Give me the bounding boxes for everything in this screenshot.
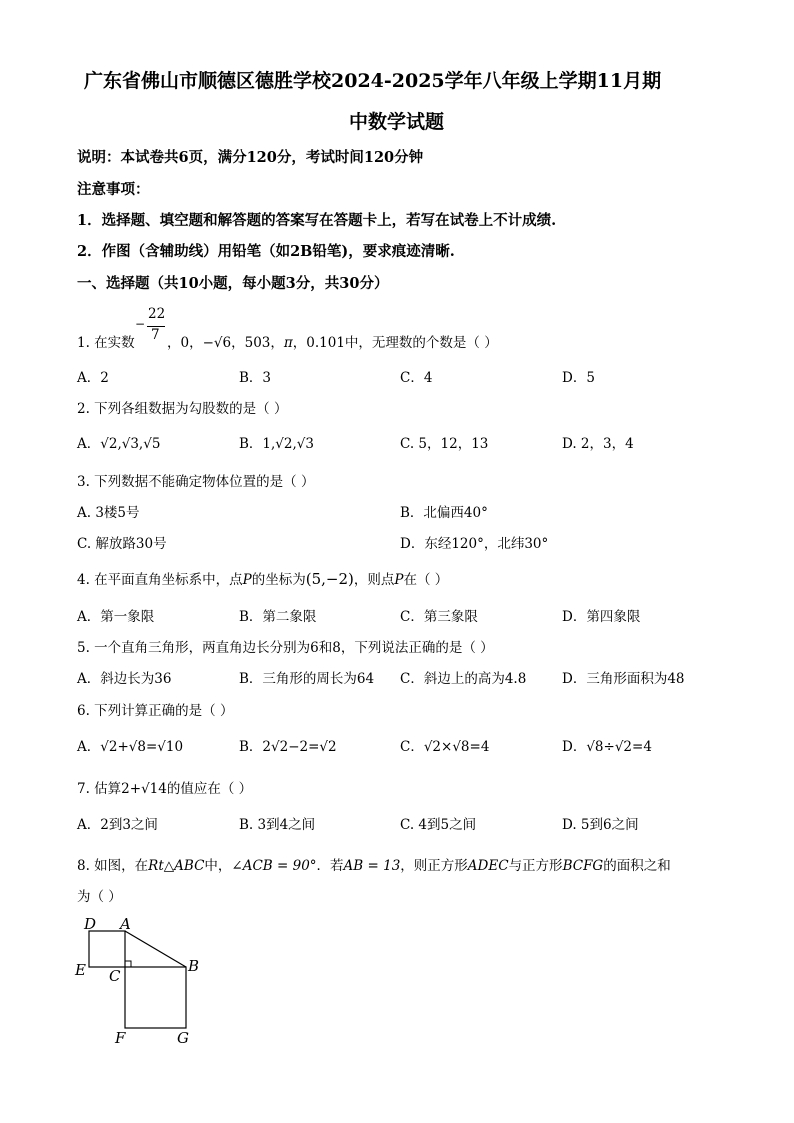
q4-option-c: C．第三象限 xyxy=(400,609,478,625)
notes-heading: 注意事项： xyxy=(77,181,150,198)
q8-angle: ∠ACB = 90° xyxy=(231,858,317,874)
q1-list-a: ，0， xyxy=(167,335,203,351)
q2-option-c: C. 5，12，13 xyxy=(400,436,489,452)
q3-option-b: B．北偏西40° xyxy=(400,505,488,521)
q3-option-d: D．东经120°，北纬30° xyxy=(400,536,549,552)
label-d: D xyxy=(84,915,97,933)
q3-option-c: C. 解放路30号 xyxy=(77,536,167,552)
q5-option-c: C．斜边上的高为4.8 xyxy=(400,671,527,687)
q1-list-b: ，503， xyxy=(231,335,284,351)
label-f: F xyxy=(115,1029,126,1047)
q7-option-b: B. 3到4之间 xyxy=(239,817,316,833)
question-8-stem xyxy=(77,854,671,874)
q7-stem-a: 7. 估算 xyxy=(77,781,122,797)
hypotenuse-ab xyxy=(125,931,186,967)
q8-stem-b: 中， xyxy=(204,858,232,874)
q8-figure xyxy=(70,912,210,1052)
q4-option-d: D．第四象限 xyxy=(562,609,641,625)
q5-option-a: A．斜边长为36 xyxy=(77,671,172,687)
exam-description: 说明：本试卷共6页，满分120分，考试时间120分钟 xyxy=(77,149,424,166)
q1-option-d: D．5 xyxy=(562,370,595,386)
q4-option-b: B．第二象限 xyxy=(239,609,317,625)
q8-ab-length: AB = 13 xyxy=(343,858,401,874)
q1-option-a: A．2 xyxy=(77,370,109,386)
note-1: 1．选择题、填空题和解答题的答案写在答题卡上，若写在试卷上不计成绩. xyxy=(77,212,557,229)
question-4-stem xyxy=(77,568,448,588)
right-angle-mark xyxy=(125,961,131,967)
square-adec xyxy=(89,931,125,967)
q8-stem-line2: 为（ ） xyxy=(77,889,122,905)
q8-square-1: ADEC xyxy=(467,858,509,874)
question-5-stem: 5. 一个直角三角形，两直角边长分别为6和8，下列说法正确的是（ ） xyxy=(77,640,494,656)
label-g: G xyxy=(177,1029,189,1047)
square-bcfg xyxy=(125,967,186,1028)
page-title-line2: 中数学试题 xyxy=(349,111,445,133)
q4-stem-a: 4. 在平面直角坐标系中，点 xyxy=(77,572,243,588)
q8-stem-a: 8. 如图，在 xyxy=(77,858,149,874)
q7-option-d: D. 5到6之间 xyxy=(562,817,639,833)
q4-stem-b: 的坐标为 xyxy=(251,572,306,588)
label-a: A xyxy=(120,915,131,933)
q1-option-b: B．3 xyxy=(239,370,272,386)
q7-option-c: C. 4到5之间 xyxy=(400,817,477,833)
q1-frac-num: 22 xyxy=(148,306,166,322)
page-title-line1: 广东省佛山市顺德区德胜学校2024-2025学年八年级上学期11月期 xyxy=(84,70,662,92)
question-6-stem: 6. 下列计算正确的是（ ） xyxy=(77,703,234,719)
q1-frac-den: 7 xyxy=(151,327,160,343)
q6-option-b: B．2√2−2=√2 xyxy=(239,739,337,755)
q7-stem-b: 的值应在（ ） xyxy=(166,781,253,797)
q4-point-p-2: P xyxy=(394,572,404,588)
q8-triangle: Rt△ABC xyxy=(148,858,205,874)
q8-stem-d: ，则正方形 xyxy=(400,858,468,874)
q1-list xyxy=(167,331,498,351)
q4-stem-c: ，则点 xyxy=(353,572,395,588)
q8-stem-c: ．若 xyxy=(316,858,344,874)
q1-neg-sqrt6: −√6 xyxy=(202,335,232,351)
question-1-stem xyxy=(77,331,135,351)
label-e: E xyxy=(75,961,86,979)
q7-option-a: A．2到3之间 xyxy=(77,817,158,833)
note-2: 2．作图（含辅助线）用铅笔（如2B铅笔)，要求痕迹清晰. xyxy=(77,243,455,260)
q8-stem-e: 与正方形 xyxy=(508,858,563,874)
question-7-stem xyxy=(77,777,252,797)
q1-pi: π xyxy=(283,335,293,351)
q4-stem-d: 在（ ） xyxy=(403,572,449,588)
q2-option-a: A．√2,√3,√5 xyxy=(77,436,161,452)
q1-prefix: 1. 在实数 xyxy=(77,335,135,351)
question-2-stem: 2. 下列各组数据为勾股数的是（ ） xyxy=(77,401,288,417)
question-3-stem: 3. 下列数据不能确定物体位置的是（ ） xyxy=(77,474,315,490)
q2-option-d: D. 2，3，4 xyxy=(562,436,634,452)
q2-option-b: B．1,√2,√3 xyxy=(239,436,314,452)
q5-option-b: B．三角形的周长为64 xyxy=(239,671,375,687)
q5-option-d: D．三角形面积为48 xyxy=(562,671,685,687)
label-b: B xyxy=(188,957,200,975)
label-c: C xyxy=(109,967,121,985)
q7-expression: 2+√14 xyxy=(121,781,167,797)
q3-option-a: A. 3楼5号 xyxy=(77,505,140,521)
q4-point-p: P xyxy=(242,572,252,588)
q1-option-c: C．4 xyxy=(400,370,433,386)
q4-option-a: A．第一象限 xyxy=(77,609,155,625)
q6-option-d: D．√8÷√2=4 xyxy=(562,739,652,755)
q1-suffix: 中，无理数的个数是（ ） xyxy=(344,335,498,351)
q4-coordinate: (5,−2) xyxy=(305,570,354,588)
q8-stem-f: 的面积之和 xyxy=(603,858,671,874)
q8-square-2: BCFG xyxy=(562,858,604,874)
q6-option-c: C．√2×√8=4 xyxy=(400,739,490,755)
section-heading: 一、选择题（共10小题，每小题3分，共30分） xyxy=(77,275,389,292)
q1-list-c: ，0.101 xyxy=(292,335,345,351)
q6-option-a: A．√2+√8=√10 xyxy=(77,739,184,755)
